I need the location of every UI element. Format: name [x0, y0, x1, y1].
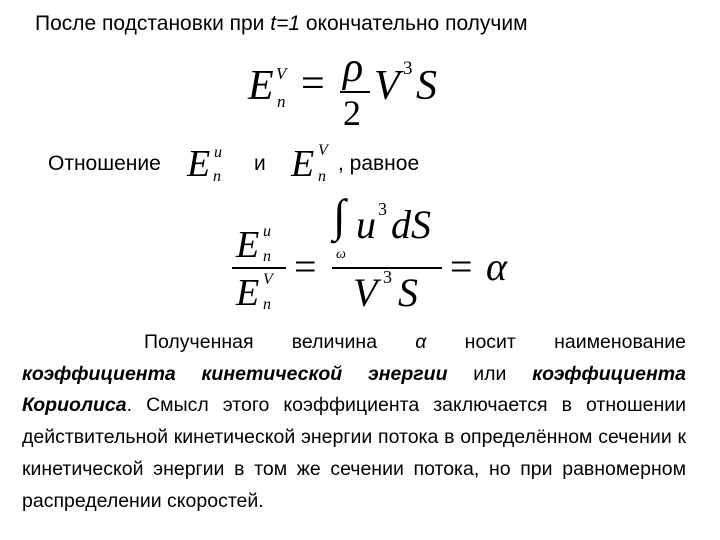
term-kinetic-energy-coefficient: коэффициента кинетической энергии: [22, 362, 448, 385]
ratio-label: Отношение: [48, 152, 161, 175]
f2-integral: ∫: [333, 190, 346, 241]
ratio-suffix: , равное: [338, 152, 420, 175]
intro-condition: t=1: [270, 12, 301, 35]
f2-num-sub: n: [263, 248, 271, 265]
ratio-E1: E: [187, 143, 211, 185]
intro-suffix: окончательно получим: [300, 12, 528, 35]
ratio-E2: E: [291, 143, 315, 185]
f1-rho: ρ: [343, 45, 364, 91]
f1-V: V: [374, 63, 400, 109]
f1-sub: n: [277, 92, 286, 111]
f2-num-sup: u: [263, 223, 271, 240]
ratio-conj: и: [254, 152, 266, 175]
f2-V: V: [353, 270, 378, 315]
f2-num-E: E: [236, 224, 260, 266]
ratio-E2-sub: n: [318, 168, 326, 185]
f2-u-pow: 3: [378, 199, 387, 219]
f2-int-sub: ω: [336, 247, 346, 262]
f1-E: E: [248, 63, 274, 109]
explanation-paragraph: [22, 327, 686, 517]
f2-alpha: α: [486, 244, 507, 289]
f1-sup: V: [276, 64, 287, 83]
formula-coriolis: [228, 190, 528, 320]
intro-prefix: После подстановки при: [35, 12, 271, 35]
para-t4: . Смысл этого коэффициента заключается в отношении действительной кинетической энергии потока в определённом сечении к кинетической энергии в том же сечении потока, но при равномерном распределении скоростей.: [22, 394, 686, 512]
ratio-E1-sub: n: [213, 168, 221, 185]
f2-den-E: E: [236, 272, 260, 314]
f2-den-sub: n: [263, 296, 271, 313]
para-t2: носит наименование: [426, 331, 686, 353]
f1-pow: 3: [403, 58, 413, 79]
f1-two: 2: [343, 93, 361, 133]
f2-den-sup: V: [263, 271, 273, 288]
para-alpha: α: [415, 331, 427, 353]
f1-S: S: [416, 63, 437, 109]
ratio-E1-sup: u: [214, 144, 222, 161]
f2-dS: dS: [391, 202, 431, 247]
f2-left-bar: [232, 267, 286, 269]
para-t3: или: [447, 362, 533, 385]
formula-energy-v: [246, 45, 446, 133]
f2-u: u: [356, 202, 376, 247]
f2-eq1: =: [294, 244, 317, 289]
f2-S: S: [398, 270, 418, 315]
ratio-line: [0, 140, 720, 190]
term-coriolis-coefficient: коэффициента Кориолиса: [22, 362, 686, 417]
f1-eq: =: [301, 61, 325, 107]
f2-V-pow: 3: [383, 267, 392, 287]
f2-eq2: =: [450, 244, 473, 289]
ratio-E2-sup: V: [318, 142, 328, 159]
intro-line: [35, 12, 528, 36]
para-t1: Полученная величина: [144, 331, 416, 353]
